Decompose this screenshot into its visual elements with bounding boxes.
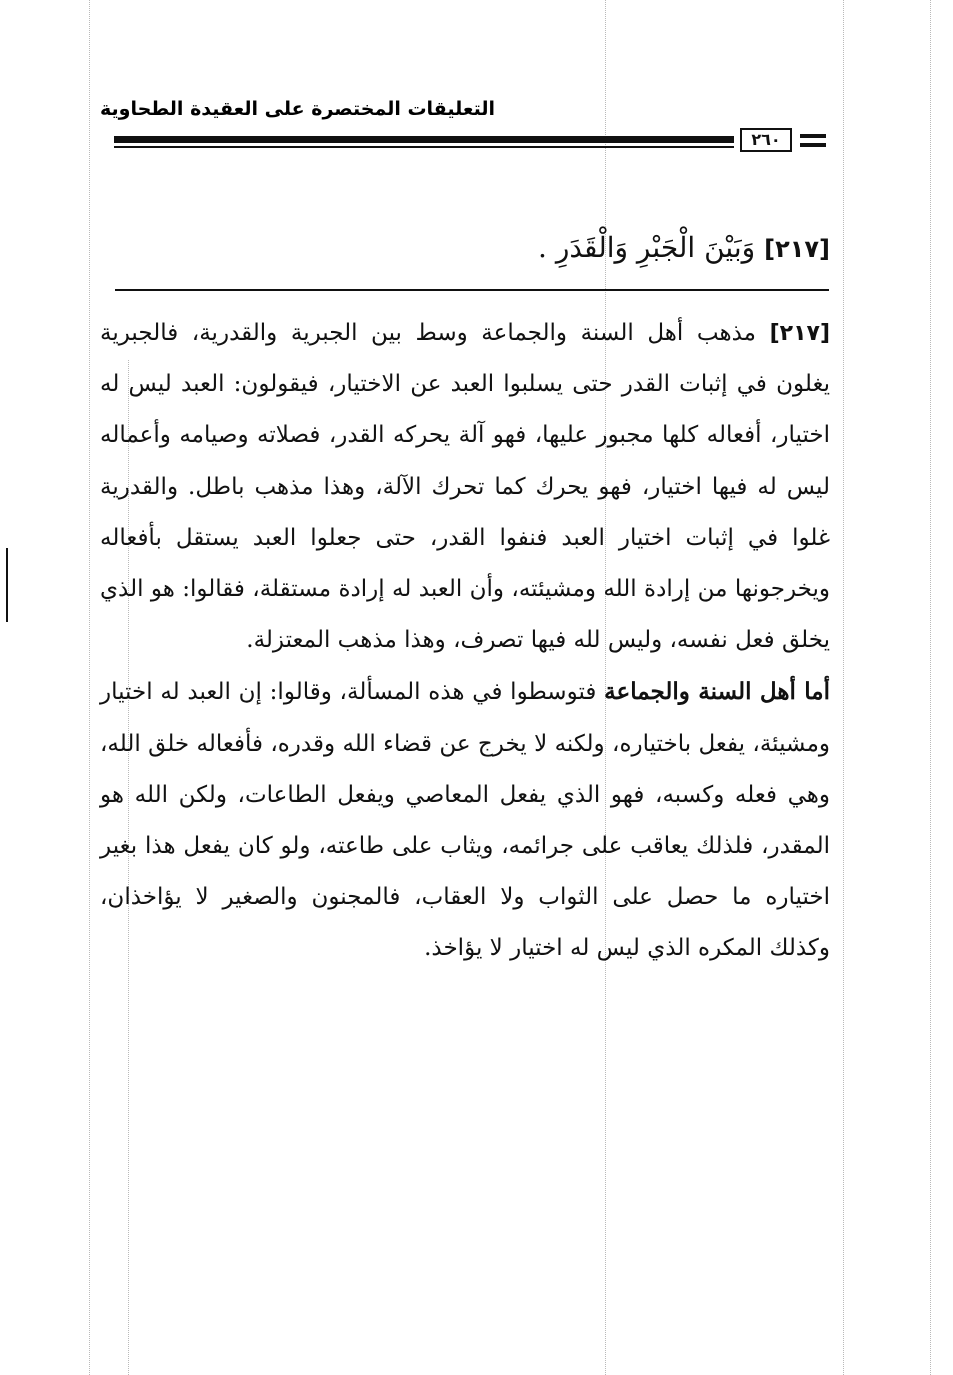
commentary-paragraph-text: مذهب أهل السنة والجماعة وسط بين الجبرية والقدرية، فالجبرية يغلون في إثبات القدر حتى يسلبوا العبد عن الاختيار، فيقولون: العبد ليس له اختيار، أفعاله كلها مجبور عليها، فهو آلة يحركه القدر، فصلاته وصيامه وأعماله ليس له فيها اختيار، فهو يحرك كما تحرك الآلة، وهذا مذهب باطل. والقدرية غلوا في إثبات اختيار العبد فنفوا القدر، حتى جعلوا العبد يستقل بأفعاله ويخرجونها من إرادة الله ومشيئته، وأن العبد له إرادة مستقلة، فقالوا: هو الذي يخلق فعل نفسه، وليس لله فيها تصرف، وهذا مذهب المعتزلة. <box>100 320 830 654</box>
separator-line <box>115 289 829 291</box>
commentary-paragraph-text: فتوسطوا في هذه المسألة، وقالوا: إن العبد له اختيار ومشيئة، يفعل باختياره، ولكنه لا يخرج عن قضاء الله وقدره، فأفعاله خلق الله، وهي فعله وكسبه، فهو الذي يفعل المعاصي ويفعل الطاعات، ولكن الله هو المقدر، فلذلك يعاقب على جرائمه، ويثاب على طاعته، ولو كان يفعل هذا بغير اختياره ما حصل على الثواب ولا العقاب، فالمجنون والصغير لا يؤاخذان، وكذلك المكره الذي ليس له اختيار لا يؤاخذ. <box>100 679 830 962</box>
matn-text <box>490 222 830 274</box>
matn-number: [٢١٧] <box>764 235 830 263</box>
margin-mark <box>6 548 8 622</box>
commentary-number: [٢١٧] <box>769 321 831 346</box>
header-ornament <box>800 143 826 147</box>
scan-guide-line <box>843 0 844 1375</box>
scan-guide-line <box>89 0 90 1375</box>
paragraph-lead: أما أهل السنة والجماعة <box>604 678 831 706</box>
header-rule-thin <box>114 146 734 148</box>
page-number: ٢٦٠ <box>740 128 792 152</box>
running-header-title: التعليقات المختصرة على العقيدة الطحاوية <box>100 98 495 120</box>
commentary-body <box>100 308 830 975</box>
header-ornament <box>800 134 826 138</box>
scan-guide-line <box>930 0 931 1375</box>
matn-line: وَبَيْنَ الْجَبْرِ وَالْقَدَرِ . <box>538 231 756 264</box>
commentary-paragraph <box>100 666 830 974</box>
commentary-paragraph <box>100 308 830 666</box>
header-rule <box>114 136 734 143</box>
